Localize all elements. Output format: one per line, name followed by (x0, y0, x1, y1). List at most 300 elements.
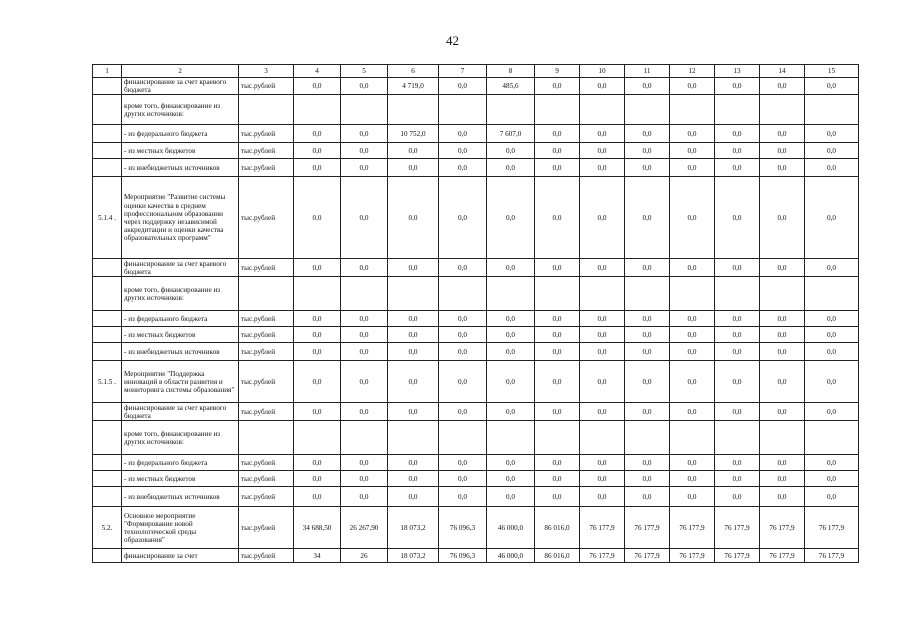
value-cell (439, 421, 487, 455)
value-cell: 0,0 (805, 471, 859, 487)
value-cell: 86 016,0 (535, 549, 580, 563)
row-number-cell (93, 159, 122, 177)
value-cell: 0,0 (294, 177, 341, 259)
value-cell: 0,0 (341, 487, 388, 507)
unit-cell (239, 277, 294, 311)
column-header-8: 8 (487, 65, 535, 78)
value-cell: 0,0 (625, 311, 670, 327)
value-cell: 76 177,9 (580, 507, 625, 549)
value-cell (487, 421, 535, 455)
value-cell: 0,0 (294, 487, 341, 507)
unit-cell (239, 95, 294, 125)
value-cell: 0,0 (388, 403, 439, 421)
description-cell: - из местных бюджетов (122, 327, 239, 343)
value-cell: 0,0 (341, 159, 388, 177)
header-row (93, 65, 859, 78)
row-number-cell: 5.1.4 . (93, 177, 122, 259)
value-cell: 0,0 (341, 311, 388, 327)
value-cell: 0,0 (487, 159, 535, 177)
value-cell: 0,0 (805, 343, 859, 361)
table-row (93, 403, 859, 421)
value-cell: 0,0 (670, 327, 715, 343)
table-row (93, 143, 859, 159)
unit-cell: тыс.рублей (239, 343, 294, 361)
value-cell (760, 95, 805, 125)
table-row (93, 455, 859, 471)
value-cell: 0,0 (388, 311, 439, 327)
value-cell: 4 719,0 (388, 78, 439, 95)
description-cell: - из внебюджетных источников (122, 487, 239, 507)
unit-cell: тыс.рублей (239, 78, 294, 95)
value-cell: 0,0 (715, 259, 760, 277)
value-cell: 0,0 (625, 403, 670, 421)
value-cell: 10 752,0 (388, 125, 439, 143)
unit-cell: тыс.рублей (239, 177, 294, 259)
value-cell: 18 073,2 (388, 507, 439, 549)
value-cell: 0,0 (580, 343, 625, 361)
value-cell (341, 421, 388, 455)
value-cell: 0,0 (805, 159, 859, 177)
row-number-cell (93, 343, 122, 361)
row-number-cell (93, 125, 122, 143)
unit-cell: тыс.рублей (239, 327, 294, 343)
row-number-cell: 5.2. (93, 507, 122, 549)
value-cell: 34 (294, 549, 341, 563)
value-cell: 0,0 (487, 177, 535, 259)
value-cell: 0,0 (439, 125, 487, 143)
value-cell: 0,0 (760, 361, 805, 403)
description-cell: - из федерального бюджета (122, 311, 239, 327)
value-cell: 0,0 (625, 259, 670, 277)
value-cell: 0,0 (715, 361, 760, 403)
value-cell: 0,0 (805, 78, 859, 95)
value-cell: 0,0 (760, 455, 805, 471)
value-cell: 0,0 (580, 159, 625, 177)
value-cell: 0,0 (715, 125, 760, 143)
value-cell: 0,0 (760, 327, 805, 343)
value-cell: 46 000,0 (487, 507, 535, 549)
value-cell: 0,0 (439, 311, 487, 327)
row-number-cell (93, 471, 122, 487)
description-cell: финансирование за счет краевого бюджета (122, 403, 239, 421)
value-cell: 0,0 (535, 159, 580, 177)
value-cell (760, 421, 805, 455)
value-cell (580, 421, 625, 455)
value-cell: 0,0 (341, 471, 388, 487)
value-cell (439, 277, 487, 311)
value-cell: 0,0 (439, 143, 487, 159)
value-cell: 76 177,9 (715, 507, 760, 549)
value-cell: 26 267,90 (341, 507, 388, 549)
value-cell: 0,0 (294, 455, 341, 471)
value-cell: 0,0 (715, 78, 760, 95)
column-header-12: 12 (670, 65, 715, 78)
value-cell: 76 177,9 (580, 549, 625, 563)
table-row (93, 507, 859, 549)
value-cell: 0,0 (487, 259, 535, 277)
value-cell: 0,0 (760, 403, 805, 421)
column-header-6: 6 (388, 65, 439, 78)
value-cell: 0,0 (388, 159, 439, 177)
value-cell: 0,0 (625, 487, 670, 507)
value-cell: 0,0 (760, 143, 805, 159)
value-cell: 0,0 (341, 403, 388, 421)
table-row (93, 311, 859, 327)
value-cell: 0,0 (341, 361, 388, 403)
value-cell: 0,0 (670, 259, 715, 277)
value-cell: 0,0 (487, 143, 535, 159)
value-cell: 0,0 (670, 487, 715, 507)
value-cell (805, 421, 859, 455)
row-number-cell (93, 259, 122, 277)
value-cell: 76 177,9 (760, 507, 805, 549)
value-cell: 0,0 (760, 471, 805, 487)
value-cell: 0,0 (580, 327, 625, 343)
value-cell: 0,0 (439, 471, 487, 487)
value-cell: 0,0 (625, 177, 670, 259)
table-row (93, 177, 859, 259)
value-cell: 76 177,9 (715, 549, 760, 563)
value-cell: 0,0 (294, 125, 341, 143)
value-cell: 0,0 (715, 471, 760, 487)
column-header-5: 5 (341, 65, 388, 78)
value-cell: 0,0 (715, 143, 760, 159)
value-cell: 0,0 (760, 487, 805, 507)
value-cell: 0,0 (487, 343, 535, 361)
value-cell: 0,0 (341, 455, 388, 471)
row-number-cell (93, 421, 122, 455)
value-cell: 0,0 (625, 78, 670, 95)
value-cell: 76 177,9 (805, 507, 859, 549)
value-cell: 0,0 (439, 327, 487, 343)
row-number-cell (93, 277, 122, 311)
value-cell: 0,0 (715, 311, 760, 327)
value-cell: 0,0 (341, 125, 388, 143)
column-header-1: 1 (93, 65, 122, 78)
table-row (93, 95, 859, 125)
value-cell: 0,0 (805, 177, 859, 259)
value-cell: 0,0 (388, 455, 439, 471)
value-cell: 0,0 (487, 471, 535, 487)
description-cell: финансирование за счет краевого бюджета (122, 78, 239, 95)
value-cell: 0,0 (625, 125, 670, 143)
value-cell (294, 95, 341, 125)
unit-cell: тыс.рублей (239, 259, 294, 277)
value-cell: 0,0 (341, 177, 388, 259)
value-cell: 0,0 (715, 403, 760, 421)
column-header-10: 10 (580, 65, 625, 78)
value-cell: 0,0 (294, 78, 341, 95)
value-cell: 0,0 (580, 361, 625, 403)
value-cell: 0,0 (760, 343, 805, 361)
column-header-15: 15 (805, 65, 859, 78)
value-cell: 76 177,9 (805, 549, 859, 563)
description-cell: - из местных бюджетов (122, 471, 239, 487)
value-cell (715, 421, 760, 455)
value-cell: 0,0 (805, 361, 859, 403)
table-body (93, 78, 859, 563)
value-cell: 0,0 (580, 177, 625, 259)
unit-cell: тыс.рублей (239, 471, 294, 487)
row-number-cell (93, 549, 122, 563)
value-cell (439, 95, 487, 125)
value-cell: 485,6 (487, 78, 535, 95)
value-cell: 0,0 (715, 455, 760, 471)
description-cell: финансирование за счет краевого бюджета (122, 259, 239, 277)
description-cell: Мероприятие "Поддержка инноваций в области развития и мониторинга системы образования" (122, 361, 239, 403)
table-row (93, 78, 859, 95)
value-cell: 76 177,9 (670, 507, 715, 549)
value-cell: 0,0 (294, 471, 341, 487)
value-cell: 0,0 (294, 159, 341, 177)
value-cell: 76 177,9 (625, 507, 670, 549)
table-row (93, 327, 859, 343)
value-cell: 0,0 (439, 343, 487, 361)
description-cell: Основное мероприятие "Формирование новой технологической среды образования" (122, 507, 239, 549)
value-cell: 76 096,3 (439, 549, 487, 563)
description-cell: - из федерального бюджета (122, 125, 239, 143)
value-cell: 0,0 (805, 487, 859, 507)
budget-table (92, 64, 859, 563)
value-cell: 0,0 (805, 327, 859, 343)
value-cell: 0,0 (580, 259, 625, 277)
value-cell (487, 95, 535, 125)
value-cell: 0,0 (760, 125, 805, 143)
value-cell: 0,0 (487, 403, 535, 421)
value-cell: 0,0 (580, 143, 625, 159)
value-cell (625, 277, 670, 311)
value-cell: 0,0 (805, 403, 859, 421)
table-row (93, 259, 859, 277)
value-cell: 86 016,0 (535, 507, 580, 549)
value-cell: 0,0 (294, 143, 341, 159)
value-cell: 0,0 (388, 487, 439, 507)
value-cell: 0,0 (535, 327, 580, 343)
value-cell: 0,0 (439, 487, 487, 507)
value-cell: 76 177,9 (760, 549, 805, 563)
value-cell: 0,0 (715, 487, 760, 507)
value-cell: 0,0 (670, 361, 715, 403)
value-cell (388, 277, 439, 311)
table-row (93, 277, 859, 311)
value-cell (760, 277, 805, 311)
value-cell: 76 177,9 (625, 549, 670, 563)
value-cell: 0,0 (341, 143, 388, 159)
value-cell: 0,0 (625, 471, 670, 487)
value-cell: 0,0 (625, 159, 670, 177)
value-cell: 0,0 (487, 311, 535, 327)
value-cell (805, 95, 859, 125)
value-cell: 0,0 (715, 159, 760, 177)
table-row (93, 159, 859, 177)
value-cell: 46 000,0 (487, 549, 535, 563)
value-cell: 0,0 (580, 311, 625, 327)
value-cell: 0,0 (805, 311, 859, 327)
value-cell (388, 95, 439, 125)
value-cell: 0,0 (670, 311, 715, 327)
value-cell: 0,0 (580, 471, 625, 487)
value-cell: 0,0 (388, 177, 439, 259)
column-header-9: 9 (535, 65, 580, 78)
value-cell: 0,0 (535, 125, 580, 143)
value-cell: 0,0 (388, 143, 439, 159)
value-cell: 26 (341, 549, 388, 563)
value-cell: 0,0 (487, 327, 535, 343)
value-cell (805, 277, 859, 311)
value-cell (341, 277, 388, 311)
value-cell: 0,0 (535, 343, 580, 361)
value-cell: 0,0 (294, 403, 341, 421)
value-cell: 0,0 (341, 327, 388, 343)
value-cell: 0,0 (760, 259, 805, 277)
value-cell: 0,0 (388, 343, 439, 361)
value-cell: 0,0 (388, 259, 439, 277)
description-cell: финансирование за счет (122, 549, 239, 563)
value-cell: 0,0 (580, 487, 625, 507)
page-number: 42 (446, 33, 459, 48)
table-row (93, 549, 859, 563)
value-cell (625, 421, 670, 455)
column-header-3: 3 (239, 65, 294, 78)
unit-cell: тыс.рублей (239, 507, 294, 549)
column-header-13: 13 (715, 65, 760, 78)
description-cell: - из внебюджетных источников (122, 343, 239, 361)
value-cell (625, 95, 670, 125)
table-row (93, 125, 859, 143)
table-row (93, 343, 859, 361)
value-cell: 0,0 (535, 471, 580, 487)
column-header-11: 11 (625, 65, 670, 78)
unit-cell: тыс.рублей (239, 125, 294, 143)
value-cell: 0,0 (439, 259, 487, 277)
value-cell (294, 421, 341, 455)
value-cell: 0,0 (388, 361, 439, 403)
value-cell: 0,0 (388, 471, 439, 487)
table-row (93, 421, 859, 455)
value-cell: 0,0 (341, 343, 388, 361)
value-cell: 0,0 (294, 361, 341, 403)
value-cell: 0,0 (580, 403, 625, 421)
description-cell: - из внебюджетных источников (122, 159, 239, 177)
unit-cell: тыс.рублей (239, 361, 294, 403)
value-cell: 0,0 (670, 471, 715, 487)
unit-cell: тыс.рублей (239, 549, 294, 563)
value-cell: 0,0 (439, 361, 487, 403)
value-cell: 0,0 (341, 259, 388, 277)
value-cell (580, 95, 625, 125)
value-cell: 0,0 (760, 159, 805, 177)
description-cell: - из местных бюджетов (122, 143, 239, 159)
value-cell: 0,0 (294, 259, 341, 277)
value-cell: 34 688,50 (294, 507, 341, 549)
value-cell: 0,0 (487, 361, 535, 403)
row-number-cell: 5.1.5 . (93, 361, 122, 403)
value-cell: 0,0 (760, 78, 805, 95)
row-number-cell (93, 143, 122, 159)
row-number-cell (93, 327, 122, 343)
value-cell (715, 95, 760, 125)
value-cell (670, 421, 715, 455)
unit-cell (239, 421, 294, 455)
value-cell: 0,0 (294, 327, 341, 343)
value-cell: 0,0 (805, 143, 859, 159)
value-cell: 0,0 (388, 327, 439, 343)
value-cell: 0,0 (625, 361, 670, 403)
value-cell (670, 277, 715, 311)
value-cell (535, 95, 580, 125)
value-cell: 0,0 (670, 159, 715, 177)
value-cell: 0,0 (535, 177, 580, 259)
value-cell: 0,0 (535, 487, 580, 507)
value-cell: 0,0 (535, 259, 580, 277)
value-cell: 76 096,3 (439, 507, 487, 549)
description-cell: Мероприятие "Развитие системы оценки качества в среднем профессиональном образовании через поддержку независимой аккредитации и оценки качества образовательных программ" (122, 177, 239, 259)
value-cell: 76 177,9 (670, 549, 715, 563)
value-cell (580, 277, 625, 311)
value-cell (388, 421, 439, 455)
column-header-4: 4 (294, 65, 341, 78)
value-cell: 0,0 (715, 327, 760, 343)
value-cell: 0,0 (580, 125, 625, 143)
unit-cell: тыс.рублей (239, 159, 294, 177)
value-cell: 0,0 (670, 78, 715, 95)
value-cell: 0,0 (439, 403, 487, 421)
value-cell (294, 277, 341, 311)
value-cell: 0,0 (625, 327, 670, 343)
row-number-cell (93, 455, 122, 471)
row-number-cell (93, 95, 122, 125)
value-cell: 0,0 (760, 177, 805, 259)
description-cell: - из федерального бюджета (122, 455, 239, 471)
value-cell: 0,0 (535, 455, 580, 471)
value-cell: 0,0 (439, 177, 487, 259)
unit-cell: тыс.рублей (239, 311, 294, 327)
value-cell: 0,0 (535, 143, 580, 159)
value-cell: 0,0 (760, 311, 805, 327)
value-cell: 0,0 (625, 343, 670, 361)
description-cell: кроме того, финансирование из других источников: (122, 95, 239, 125)
value-cell: 0,0 (487, 487, 535, 507)
value-cell: 0,0 (625, 143, 670, 159)
value-cell: 0,0 (580, 78, 625, 95)
unit-cell: тыс.рублей (239, 487, 294, 507)
unit-cell: тыс.рублей (239, 143, 294, 159)
value-cell (670, 95, 715, 125)
value-cell: 0,0 (625, 455, 670, 471)
value-cell: 0,0 (535, 361, 580, 403)
value-cell: 0,0 (535, 78, 580, 95)
value-cell: 7 607,0 (487, 125, 535, 143)
value-cell: 0,0 (715, 177, 760, 259)
value-cell: 0,0 (439, 159, 487, 177)
value-cell: 0,0 (487, 455, 535, 471)
value-cell: 0,0 (535, 311, 580, 327)
value-cell: 0,0 (715, 343, 760, 361)
value-cell: 0,0 (805, 259, 859, 277)
value-cell: 0,0 (670, 403, 715, 421)
value-cell: 0,0 (670, 455, 715, 471)
value-cell: 0,0 (294, 311, 341, 327)
value-cell: 0,0 (670, 177, 715, 259)
table-row (93, 487, 859, 507)
column-header-14: 14 (760, 65, 805, 78)
value-cell: 0,0 (341, 78, 388, 95)
value-cell: 0,0 (535, 403, 580, 421)
row-number-cell (93, 403, 122, 421)
description-cell: кроме того, финансирование из других источников: (122, 421, 239, 455)
value-cell: 0,0 (805, 125, 859, 143)
row-number-cell (93, 311, 122, 327)
